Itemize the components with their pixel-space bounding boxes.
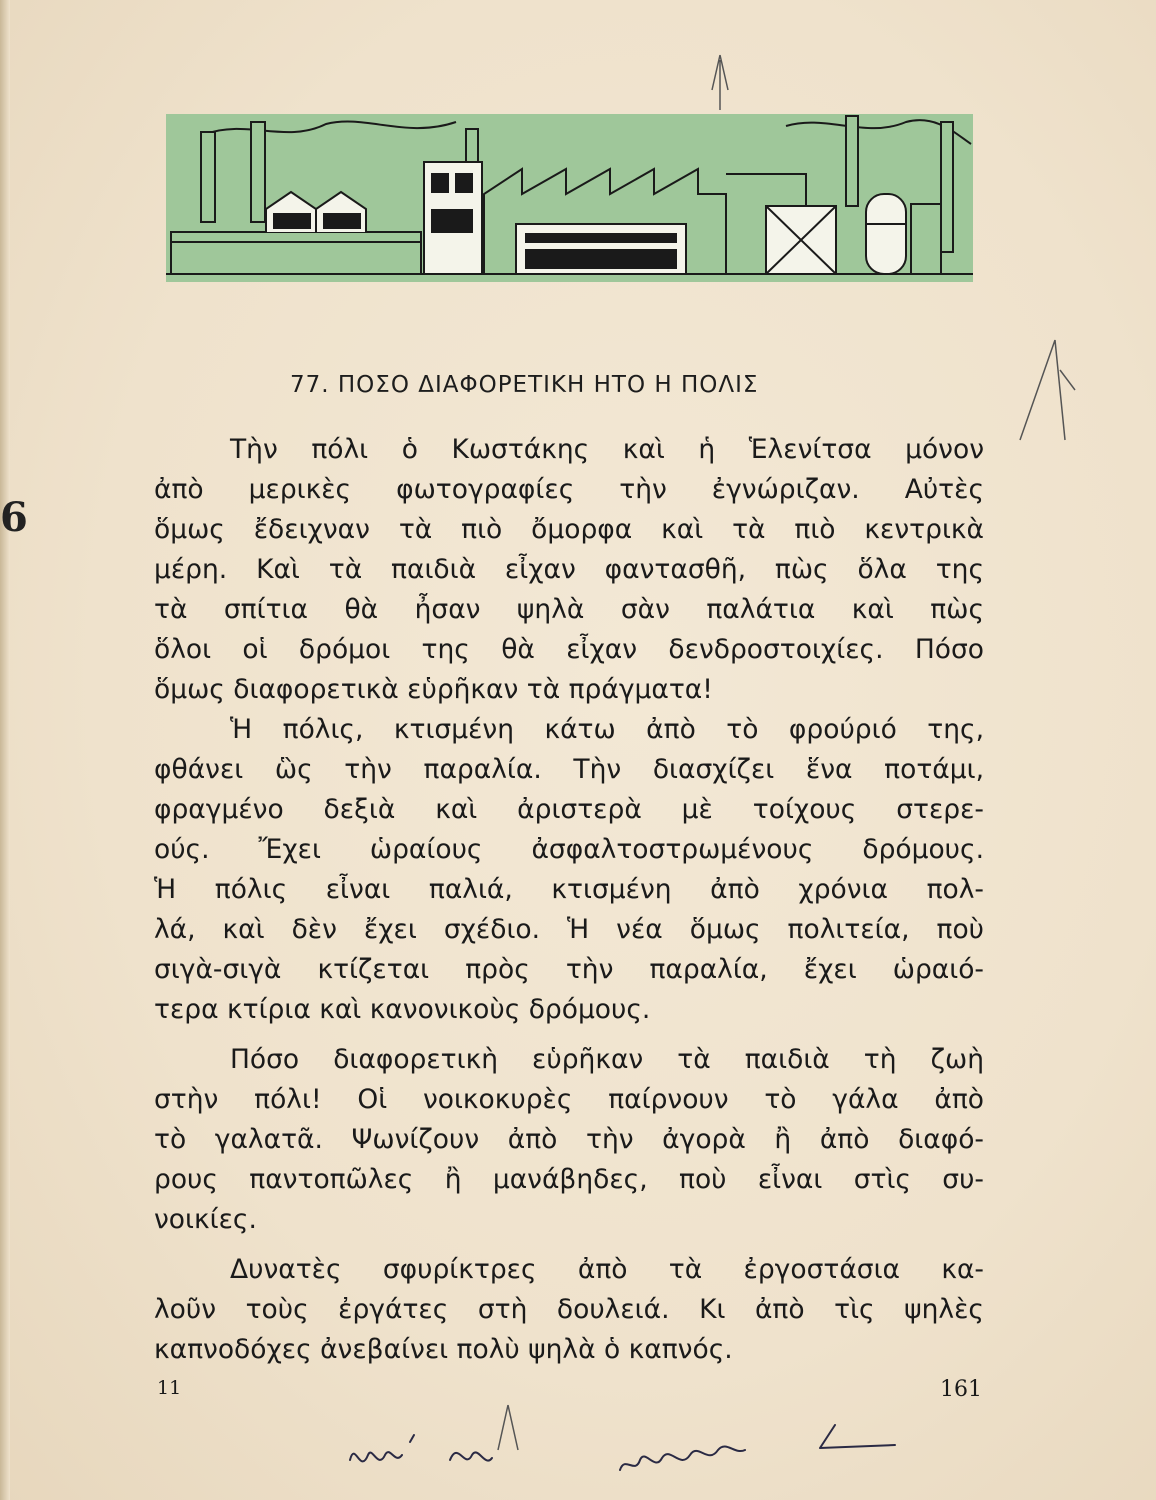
text-line: καπνοδόχες ἀνεβαίνει πολὺ ψηλὰ ὁ καπνός. <box>154 1334 733 1365</box>
body-text <box>154 430 984 1370</box>
text-line: Ἡ πόλις εἶναι παλιά, κτισμένη ἀπὸ χρόνια πολ- <box>154 874 984 905</box>
paragraph-3 <box>154 1040 984 1240</box>
text-line: Πόσο διαφορετικὴ εὑρῆκαν τὰ παιδιὰ τὴ ζωὴ <box>230 1044 984 1075</box>
handwriting-icon <box>340 1400 900 1500</box>
text-line: Ἡ πόλις, κτισμένη κάτω ἀπὸ τὸ φρούριό της, <box>230 714 984 745</box>
text-line: τὸ γαλατᾶ. Ψωνίζουν ἀπὸ τὴν ἀγορὰ ἢ ἀπὸ διαφό- <box>154 1124 984 1155</box>
text-line: λοῦν τοὺς ἐργάτες στὴ δουλειά. Κι ἀπὸ τὶς ψηλὲς <box>154 1294 984 1325</box>
text-line: σιγὰ-σιγὰ κτίζεται πρὸς τὴν παραλία, ἔχει ὡραιό- <box>154 954 984 985</box>
text-line: ὅμως ἔδειχναν τὰ πιὸ ὄμορφα καὶ τὰ πιὸ κεντρικὰ <box>154 514 984 545</box>
text-line: φθάνει ὣς τὴν παραλία. Τὴν διασχίζει ἕνα ποτάμι, <box>154 754 984 785</box>
text-line: τὰ σπίτια θὰ ἦσαν ψηλὰ σὰν παλάτια καὶ πὼς <box>154 594 984 625</box>
text-line: φραγμένο δεξιὰ καὶ ἀριστερὰ μὲ τοίχους στερε- <box>154 794 984 825</box>
margin-mark: 6 <box>0 494 28 541</box>
page-edge-shadow <box>0 0 10 1500</box>
factory-illustration-icon <box>166 114 973 282</box>
paragraph-2 <box>154 710 984 1030</box>
text-line: ὅλοι οἱ δρόμοι της θὰ εἶχαν δενδροστοιχίες. Πόσο <box>154 634 984 665</box>
text-line: νοικίες. <box>154 1204 257 1235</box>
text-line: ούς. Ἔχει ὡραίους ἀσφαλτοστρωμένους δρόμους. <box>154 834 984 865</box>
text-line: λά, καὶ δὲν ἔχει σχέδιο. Ἡ νέα ὅμως πολιτεία, ποὺ <box>154 914 984 945</box>
text-line: ρους παντοπῶλες ἢ μανάβηδες, ποὺ εἶναι στὶς συ- <box>154 1164 984 1195</box>
chapter-heading: 77. ΠΟΣΟ ΔΙΑΦΟΡΕΤΙΚΗ ΗΤΟ Η ΠΟΛΙΣ <box>290 372 759 398</box>
page-number: 161 <box>940 1377 982 1402</box>
text-line: Τὴν πόλι ὁ Κωστάκης καὶ ἡ Ἑλενίτσα μόνον <box>230 434 984 465</box>
paragraph-1 <box>154 430 984 710</box>
text-line: τερα κτίρια καὶ κανονικοὺς δρόμους. <box>154 994 651 1025</box>
text-line: ὅμως διαφορετικὰ εὑρῆκαν τὰ πράγματα! <box>154 674 713 705</box>
text-line: στὴν πόλι! Οἱ νοικοκυρὲς παίρνουν τὸ γάλα ἀπὸ <box>154 1084 984 1115</box>
text-line: μέρη. Καὶ τὰ παιδιὰ εἶχαν φαντασθῆ, πὼς ὅλα της <box>154 554 984 585</box>
signature-mark: 11 <box>157 1377 182 1399</box>
text-line: Δυνατὲς σφυρίκτρες ἀπὸ τὰ ἐργοστάσια κα- <box>230 1254 984 1285</box>
paragraph-4 <box>154 1250 984 1370</box>
text-line: ἀπὸ μερικὲς φωτογραφίες τὴν ἐγνώριζαν. Αὐτὲς <box>154 474 984 505</box>
